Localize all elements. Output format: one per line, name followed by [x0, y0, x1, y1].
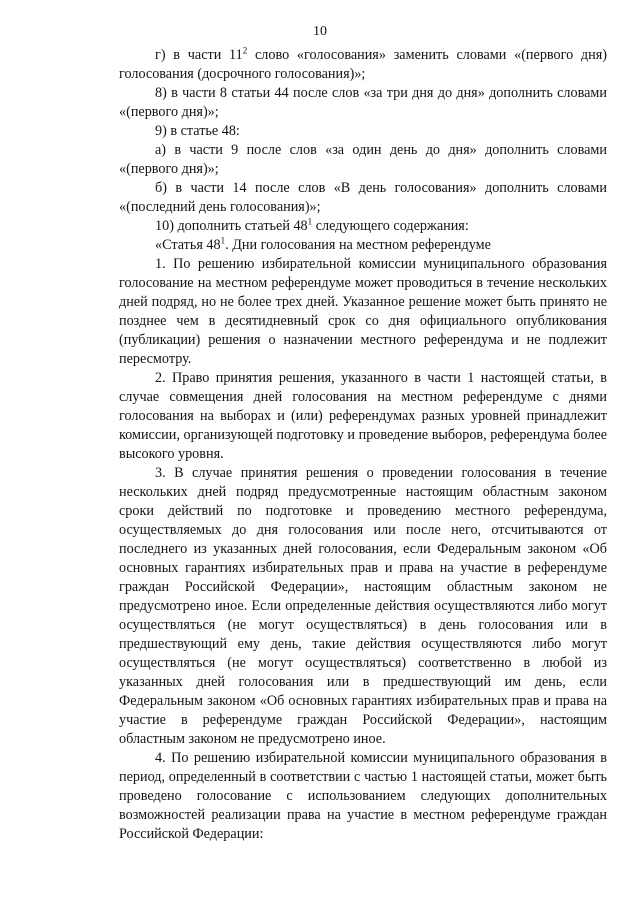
article-heading: «Статья $48^1$. Дни голосования на местном референдуме — [155, 235, 491, 253]
paragraph: 1. По решению избирательной комиссии муниципального образования голосование на местном референдуме может проводиться в течение нескольких дней подряд, но не более трех дней. Указанное решение может быть принято не позднее чем в десятидневный срок со дня официального опубликования (публикации) решения о назначении местного референдума и не подлежит пересмотру. — [119, 256, 607, 367]
paragraph: 2. Право принятия решения, указанного в части 1 настоящей статьи, в случае совмещения дней голосования на местном референдуме с днями голосования на выборах и (или) референдумах разных уровней принадлежит комиссии, организующей подготовку и проведение выборов, референдума более высокого уровня. — [119, 370, 607, 462]
superscript: 1 — [307, 216, 313, 227]
paragraph: г) в части $11^2$ слово «голосования» заменить словами «(первого дня) голосования (досрочного голосования)»; — [119, 45, 607, 82]
paragraph: 10) дополнить статьей $48^1$ следующего содержания: — [155, 216, 469, 234]
superscript: 1 — [220, 235, 226, 246]
paragraph: 9) в статье 48: — [155, 123, 240, 139]
paragraph: б) в части 14 после слов «В день голосования» дополнить словами «(последний день голосования)»; — [119, 180, 607, 215]
document-body — [119, 46, 607, 844]
paragraph: 3. В случае принятия решения о проведении голосования в течение нескольких дней подряд предусмотренные настоящим областным законом сроки действий по подготовке и проведению местного референдума, осуществляемых до дня голосования или после него, отсчитываются от последнего из указанных дней голосования, если Федеральным законом «Об основных гарантиях избирательных прав и права на участие в референдуме граждан Российской Федерации», настоящим областным законом не предусмотрено иное. Если определенные действия осуществляются либо могут осуществляться (не могут осуществляться) в день голосования или в предшествующий ему день, такие действия осуществляются либо могут осуществляться (не могут осуществляться) соответственно в любой из указанных дней голосования или в предшествующий им день, если Федеральным законом «Об основных гарантиях избирательных прав и права на участие в референдуме граждан Российской Федерации», настоящим областным законом не предусмотрено иное. — [119, 465, 607, 747]
superscript: 2 — [242, 45, 248, 56]
paragraph: 8) в части 8 статьи 44 после слов «за три дня до дня» дополнить словами «(первого дня)»; — [119, 85, 607, 120]
paragraph: 4. По решению избирательной комиссии муниципального образования в период, определенный в соответствии с частью 1 настоящей статьи, может быть проведено голосование с использованием следующих дополнительных возможностей реализации права на участие в местном референдуме граждан Российской Федерации: — [119, 750, 607, 842]
page-number: 10 — [313, 24, 327, 39]
paragraph: а) в части 9 после слов «за один день до дня» дополнить словами «(первого дня)»; — [119, 142, 607, 177]
